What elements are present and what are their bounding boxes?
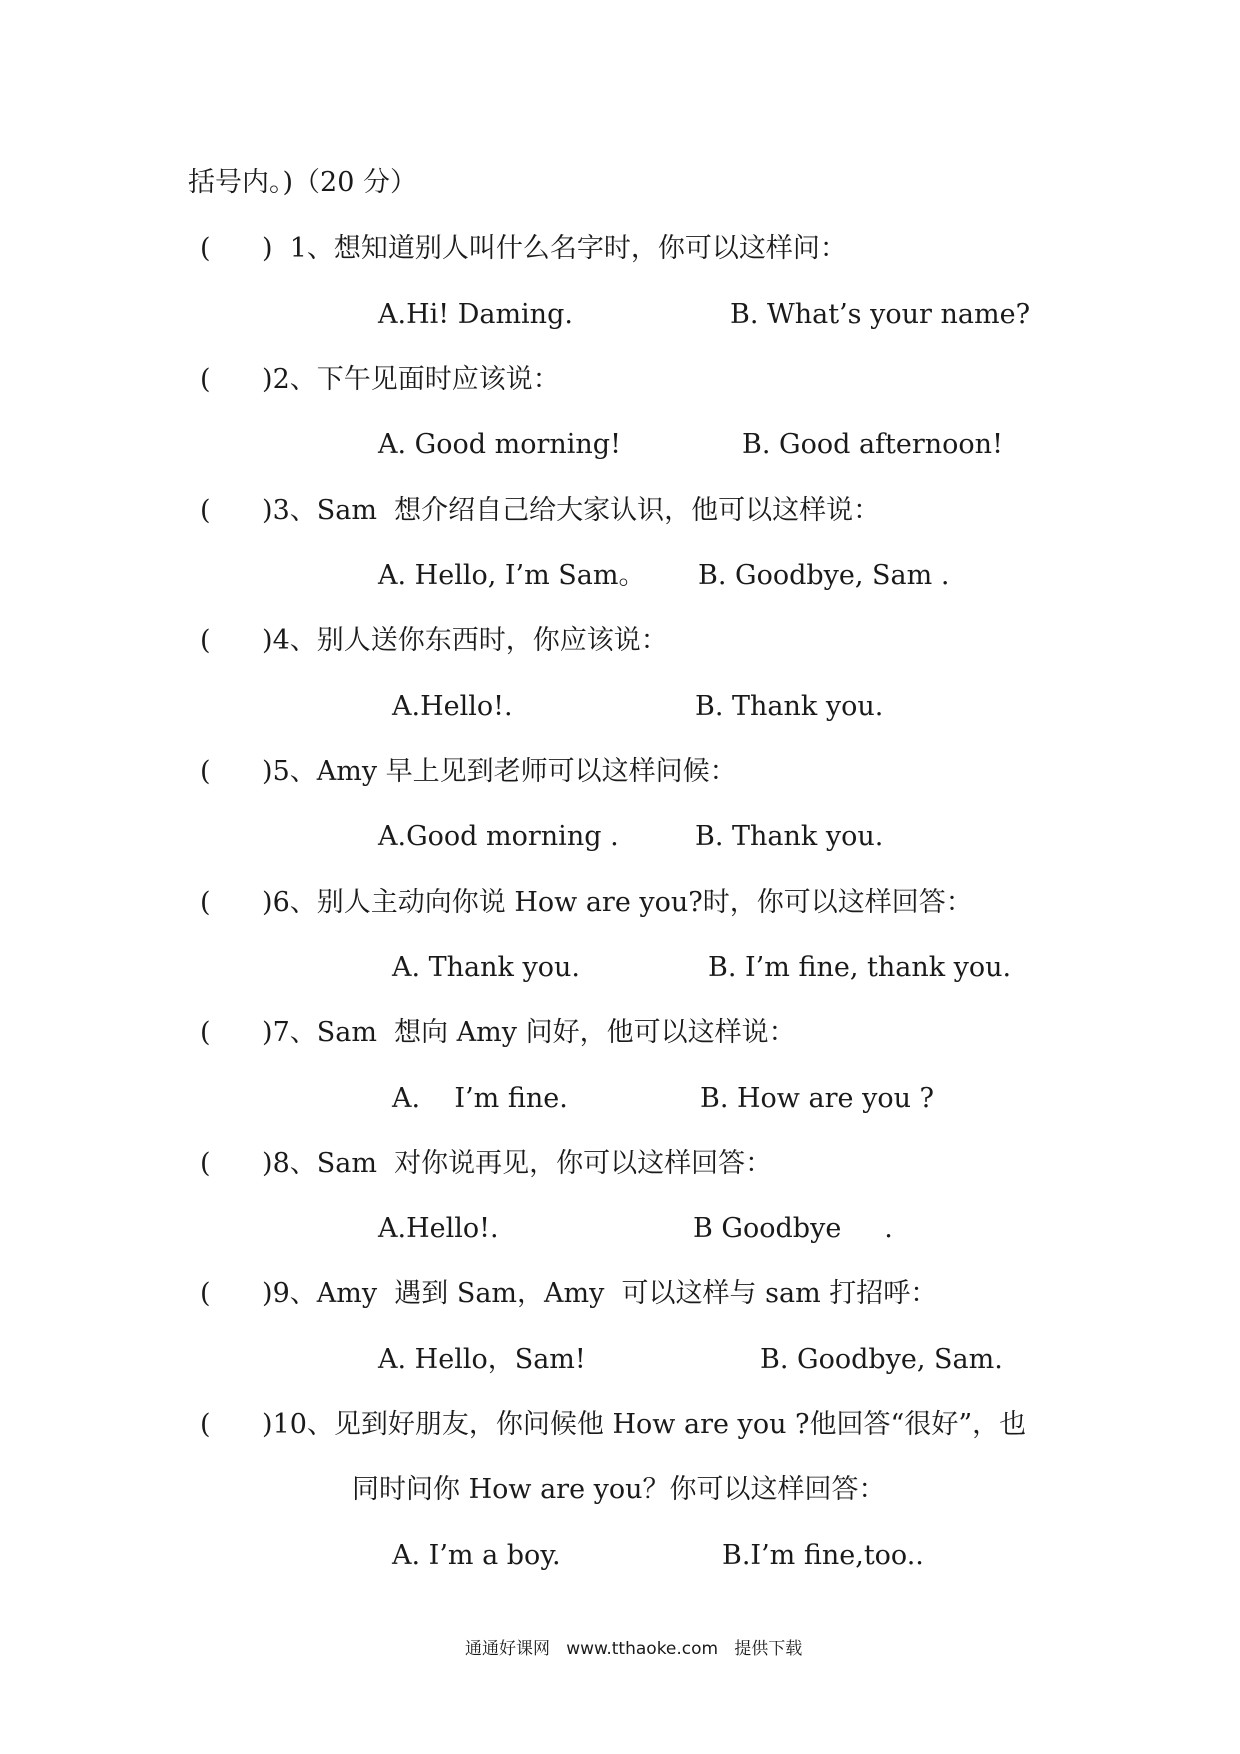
question-10-continued: 同时问你 How are you？你可以这样回答： <box>352 1474 886 1505</box>
option-a: A. Hello，Sam! <box>378 1344 586 1375</box>
option-a: A. Thank you. <box>392 952 580 983</box>
option-b: B. Good afternoon! <box>742 429 1003 460</box>
option-b: B. What’s your name? <box>730 299 1031 330</box>
question-3: ( )3、Sam 想介绍自己给大家认识，他可以这样说： <box>200 495 881 526</box>
option-b: B. Goodbye, Sam . <box>698 560 950 591</box>
option-a: A.Hi! Daming. <box>378 299 573 330</box>
section-header: 括号内。)（20 分） <box>188 167 417 198</box>
question-10: ( )10、见到好朋友，你问候他 How are you ?他回答“很好”，也 <box>200 1409 1027 1440</box>
option-b: B. How are you ? <box>700 1083 935 1114</box>
option-a: A. I’m a boy. <box>392 1540 561 1571</box>
question-2: ( )2、下午见面时应该说： <box>200 364 560 395</box>
option-a: A.Good morning . <box>378 821 619 852</box>
option-b: B. Thank you. <box>695 691 884 722</box>
option-b: B Goodbye . <box>693 1213 893 1244</box>
option-a: A.Hello!. <box>378 1213 499 1244</box>
question-1: ( ) 1、想知道别人叫什么名字时，你可以这样问： <box>200 233 847 264</box>
option-a: A. Good morning! <box>378 429 621 460</box>
option-a: A.Hello!. <box>392 691 513 722</box>
option-b: B.I’m fine,too.. <box>722 1540 924 1571</box>
option-b: B. Thank you. <box>695 821 884 852</box>
option-a: A. I’m fine. <box>392 1083 568 1114</box>
option-b: B. I’m fine, thank you. <box>708 952 1012 983</box>
option-b: B. Goodbye, Sam. <box>760 1344 1003 1375</box>
question-7: ( )7、Sam 想向 Amy 问好，他可以这样说： <box>200 1017 796 1048</box>
option-a: A. Hello, I’m Sam。 <box>378 560 646 591</box>
question-9: ( )9、Amy 遇到 Sam，Amy 可以这样与 sam 打招呼： <box>200 1278 938 1309</box>
question-8: ( )8、Sam 对你说再见，你可以这样回答： <box>200 1148 773 1179</box>
question-6: ( )6、别人主动向你说 How are you?时，你可以这样回答： <box>200 887 973 918</box>
question-5: ( )5、Amy 早上见到老师可以这样问候： <box>200 756 737 787</box>
question-4: ( )4、别人送你东西时，你应该说： <box>200 625 668 656</box>
footer-watermark: 通通好课网 www.tthaoke.com 提供下载 <box>465 1639 803 1659</box>
